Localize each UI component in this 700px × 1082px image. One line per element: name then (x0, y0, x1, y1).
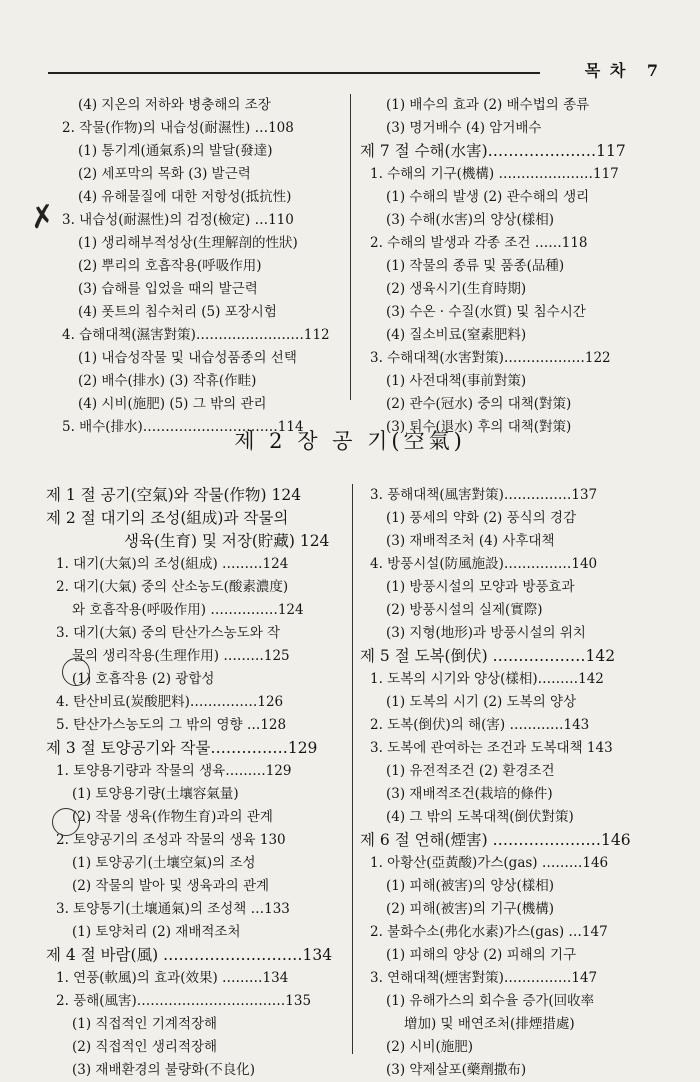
toc-entry: (4) 지온의 저하와 병충해의 조장 (78, 97, 271, 113)
handwritten-x-mark: ✗ (27, 198, 58, 237)
toc-entry: 3. 수해대책(水害對策)………………122 (370, 350, 611, 366)
toc-entry: (1) 호흡작용 (2) 광합성 (72, 671, 215, 687)
toc-entry: 3. 대기(大氣) 중의 탄산가스농도와 작 (56, 625, 281, 641)
toc-entry: 5. 탄산가스농도의 그 밖의 영향 …128 (56, 717, 287, 733)
toc-entry: (3) 습해를 입었을 때의 발근력 (78, 281, 258, 297)
toc-entry: 1. 수해의 기구(機構) …………………117 (370, 166, 619, 182)
toc-entry: (1) 토양공기(土壤空氣)의 조성 (72, 855, 256, 871)
toc-entry: (3) 수해(水害)의 양상(樣相) (386, 212, 554, 228)
header-rule (48, 72, 540, 74)
toc-entry: 1. 토양용기량과 작물의 생육………129 (56, 763, 292, 779)
toc-section-heading: 제 5 절 도복(倒伏) ………………142 (360, 647, 616, 665)
toc-entry: (1) 피해(被害)의 양상(樣相) (386, 878, 554, 894)
toc-entry: (1) 방풍시설의 모양과 방풍효과 (386, 579, 575, 595)
header-text (573, 58, 660, 81)
toc-entry: 1. 도복의 시기와 양상(樣相)………142 (370, 671, 604, 687)
toc-entry: (4) 폿트의 침수처리 (5) 포장시험 (78, 304, 277, 320)
toc-entry: (1) 도복의 시기 (2) 도복의 양상 (386, 694, 577, 710)
toc-entry: (4) 그 밖의 도복대책(倒伏對策) (386, 809, 574, 825)
toc-entry: 와 호흡작용(呼吸作用) ……………124 (72, 602, 304, 618)
toc-entry: (2) 방풍시설의 실제(實際) (386, 602, 543, 618)
toc-column-bottom-left (46, 484, 344, 1082)
toc-entry: (1) 내습성작물 및 내습성품종의 선택 (78, 350, 297, 366)
toc-entry: (2) 생육시기(生育時期) (386, 281, 527, 297)
toc-entry: (1) 작물의 종류 및 품종(品種) (386, 258, 565, 274)
toc-entry: 5. 배수(排水)…………………………114 (62, 419, 304, 435)
toc-entry: (1) 배수의 효과 (2) 배수법의 종류 (386, 97, 590, 113)
toc-entry: (3) 명거배수 (4) 암거배수 (386, 120, 542, 136)
toc-entry: 1. 아황산(亞黃酸)가스(gas) ………146 (370, 855, 609, 871)
toc-entry: (4) 질소비료(窒素肥料) (386, 327, 527, 343)
toc-section-heading: 제 1 절 공기(空氣)와 작물(作物) 124 (46, 486, 302, 504)
toc-entry: (2) 작물 생육(作物生育)과의 관계 (72, 809, 273, 825)
toc-entry: 4. 방풍시설(防風施設)……………140 (370, 556, 598, 572)
toc-entry: 4. 습해대책(濕害對策)……………………112 (62, 327, 330, 343)
toc-entry: (1) 유전적조건 (2) 환경조건 (386, 763, 555, 779)
toc-entry: (2) 시비(施肥) (386, 1039, 474, 1055)
toc-entry: (4) 유해물질에 대한 저항성(抵抗性) (78, 189, 292, 205)
toc-entry: (2) 세포막의 목화 (3) 발근력 (78, 166, 251, 182)
toc-entry: 2. 대기(大氣) 중의 산소농도(酸素濃度) (56, 579, 289, 595)
toc-column-top-right (360, 94, 660, 439)
toc-entry: 3. 풍해대책(風害對策)……………137 (370, 487, 598, 503)
toc-entry: (3) 재배적조건(栽培的條件) (386, 786, 553, 802)
toc-entry: (1) 직접적인 기계적장해 (72, 1016, 218, 1032)
toc-entry: 2. 풍해(風害)……………………………135 (56, 993, 312, 1009)
toc-entry: 3. 토양통기(土壤通氣)의 조성책 …133 (56, 901, 290, 917)
toc-entry: (1) 유해가스의 회수율 증가(回收率 (386, 993, 595, 1009)
toc-entry: 增加) 및 배연조처(排煙措處) (404, 1016, 575, 1032)
toc-entry: (1) 토양용기량(土壤容氣量) (72, 786, 239, 802)
toc-entry: (1) 풍세의 약화 (2) 풍식의 경감 (386, 510, 577, 526)
toc-section-heading: 제 2 절 대기의 조성(組成)과 작물의 (46, 509, 289, 527)
chapter-title: 제 2 장 공 기(空氣) (234, 429, 466, 453)
handwritten-circle-mark (52, 808, 80, 836)
toc-entry: 3. 내습성(耐濕性)의 검정(檢定) …110 (62, 212, 294, 228)
toc-entry: (1) 토양처리 (2) 재배적조처 (72, 924, 241, 940)
toc-entry: 물의 생리작용(生理作用) ………125 (72, 648, 290, 664)
toc-entry: (4) 시비(施肥) (5) 그 밖의 관리 (78, 396, 267, 412)
toc-entry: (2) 피해(被害)의 기구(機構) (386, 901, 554, 917)
header-title: 목 차 (584, 61, 628, 80)
toc-section-heading: 제 3 절 토양공기와 작물……………129 (46, 739, 318, 757)
toc-entry: 2. 수해의 발생과 각종 조건 ……118 (370, 235, 588, 251)
toc-entry: (1) 사전대책(事前對策) (386, 373, 527, 389)
toc-entry: (3) 약제살포(藥劑撒布) (386, 1062, 527, 1078)
column-divider-bottom (352, 484, 353, 1054)
toc-section-heading: 제 4 절 바람(風) ………………………134 (46, 946, 333, 964)
page-header (48, 58, 660, 82)
handwritten-circle-mark (62, 658, 90, 686)
toc-column-top-left (52, 94, 342, 439)
page-number: 7 (646, 61, 660, 80)
toc-entry: (1) 수해의 발생 (2) 관수해의 생리 (386, 189, 590, 205)
toc-entry: (2) 직접적인 생리적장해 (72, 1039, 218, 1055)
toc-entry: 2. 불화수소(弗化水素)가스(gas) …147 (370, 924, 608, 940)
toc-entry: 2. 토양공기의 조성과 작물의 생육 130 (56, 832, 286, 848)
toc-section-heading: 제 6 절 연해(煙害) …………………146 (360, 831, 631, 849)
toc-section-heading: 제 7 절 수해(水害)…………………117 (360, 142, 626, 160)
toc-entry: 3. 도복에 관여하는 조건과 도복대책 143 (370, 740, 613, 756)
toc-entry: (2) 작물의 발아 및 생육과의 관계 (72, 878, 270, 894)
toc-entry: (1) 통기계(通氣系)의 발달(發達) (78, 143, 273, 159)
toc-entry: 3. 연해대책(煙害對策)……………147 (370, 970, 598, 986)
toc-entry: (3) 수온 · 수질(水質) 및 침수시간 (386, 304, 586, 320)
toc-column-bottom-right (360, 484, 660, 1082)
toc-entry: (2) 배수(排水) (3) 작휴(作畦) (78, 373, 257, 389)
toc-section-heading: 생육(生育) 및 저장(貯藏) 124 (124, 532, 330, 550)
toc-entry: (3) 재배환경의 불량화(不良化) (72, 1062, 256, 1078)
toc-entry: (3) 재배적조처 (4) 사후대책 (386, 533, 555, 549)
column-divider-top (350, 94, 351, 400)
toc-entry: 2. 작물(作物)의 내습성(耐濕性) …108 (62, 120, 294, 136)
toc-entry: (2) 뿌리의 호흡작용(呼吸作用) (78, 258, 262, 274)
toc-entry: 1. 대기(大氣)의 조성(組成) ………124 (56, 556, 289, 572)
toc-entry: 4. 탄산비료(炭酸肥料)……………126 (56, 694, 284, 710)
toc-entry: (2) 관수(冠水) 중의 대책(對策) (386, 396, 572, 412)
toc-entry: (3) 지형(地形)과 방풍시설의 위치 (386, 625, 586, 641)
toc-entry: (3) 퇴수(退水) 후의 대책(對策) (386, 419, 572, 435)
toc-entry: (1) 피해의 양상 (2) 피해의 기구 (386, 947, 577, 963)
toc-entry: 1. 연풍(軟風)의 효과(效果) ………134 (56, 970, 289, 986)
toc-entry: (1) 생리해부적성상(生理解剖的性狀) (78, 235, 298, 251)
toc-entry: 2. 도복(倒伏)의 해(害) …………143 (370, 717, 590, 733)
